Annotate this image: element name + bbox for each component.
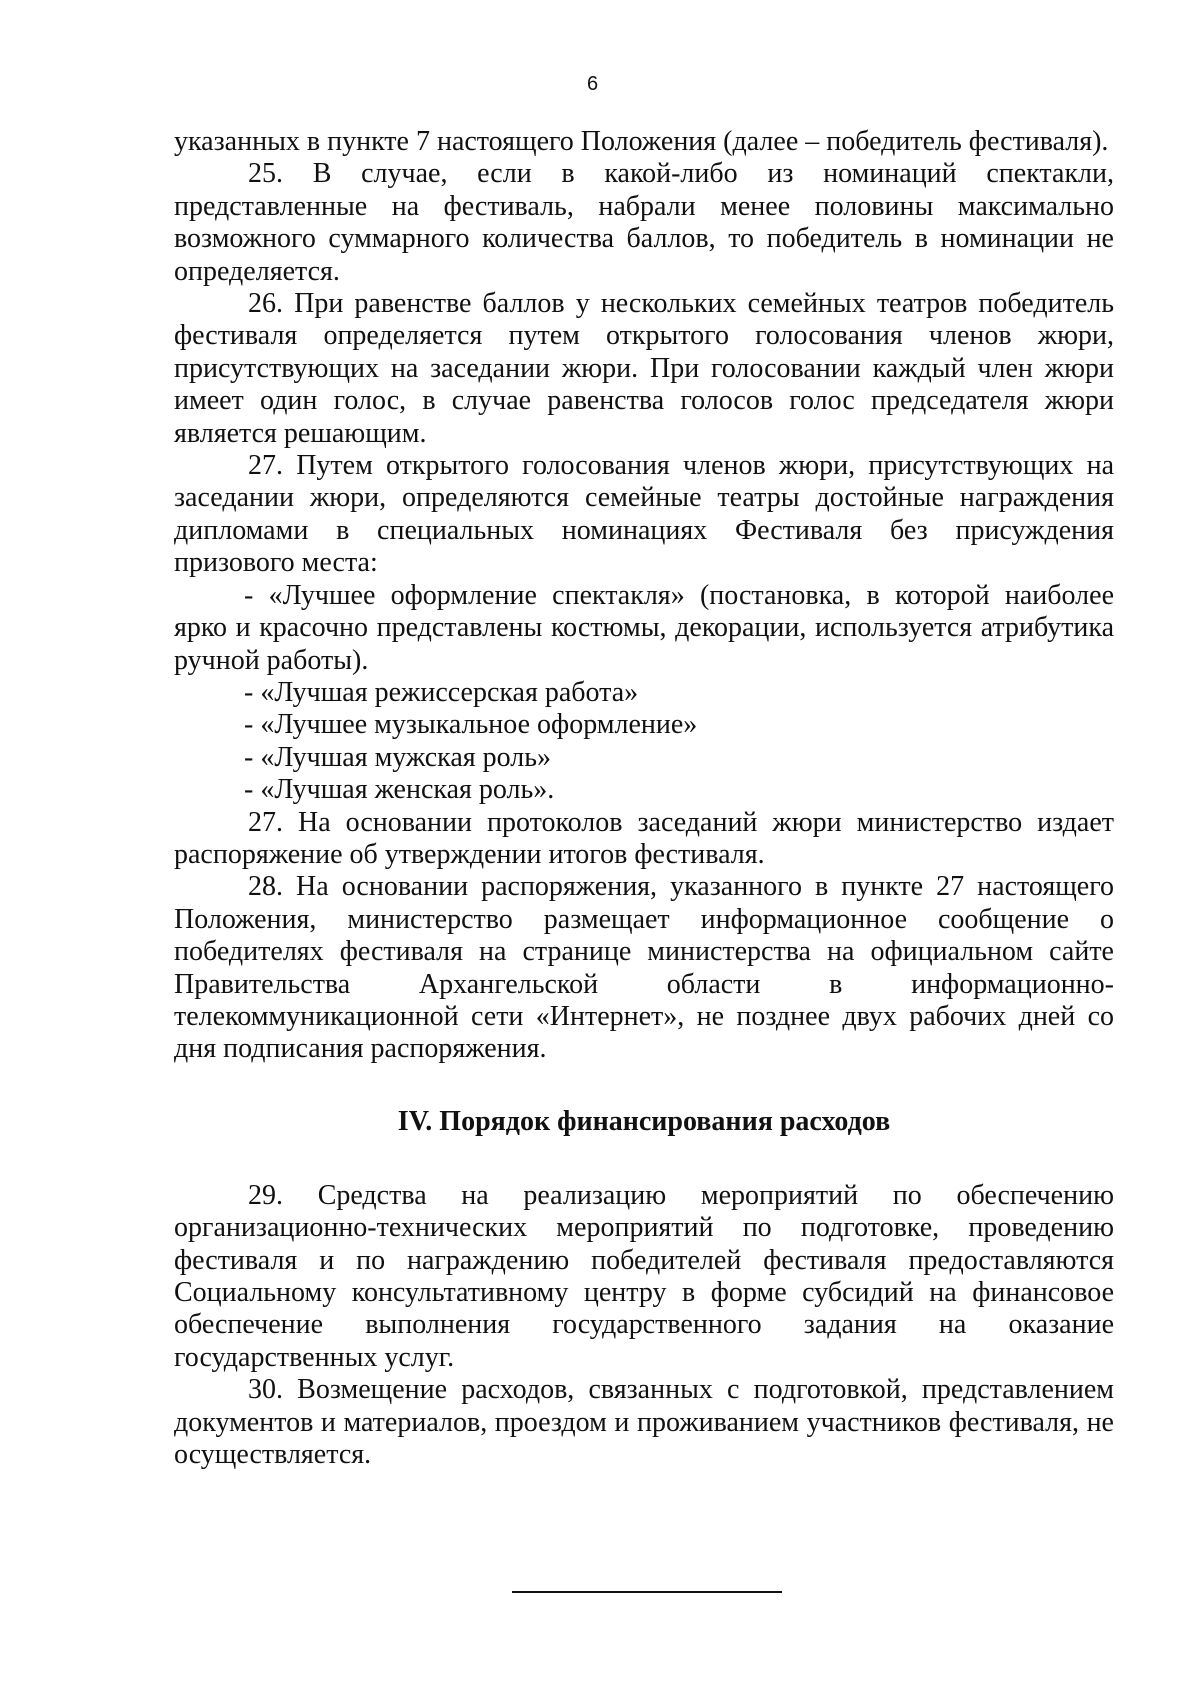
nomination-item: - «Лучшая режиссерская работа» — [244, 676, 639, 708]
paragraph-28: 28. На основании распоряжения, указанного в пункте 27 настоящего Положения, министерство размещает информационное сообщение о победителях фестиваля на странице министерства на официальном сайте Правительства Архангельской области в информационно-телекоммуникационной сети «Интернет», не позднее двух рабочих дней со дня подписания распоряжения. — [174, 871, 1114, 1065]
nomination-item: - «Лучшее оформление спектакля» (постановка, в которой наиболее ярко и красочно представлены костюмы, декорации, используется атрибутика ручной работы). — [174, 579, 1114, 676]
paragraph-continuation: указанных в пункте 7 настоящего Положения (далее – победитель фестиваля). — [174, 126, 1109, 157]
document-body — [174, 126, 1114, 1471]
nomination-item: - «Лучшая женская роль». — [244, 774, 555, 806]
section-heading: IV. Порядок финансирования расходов — [397, 1105, 891, 1137]
paragraph-25: 25. В случае, если в какой-либо из номинаций спектакли, представленные на фестиваль, набрали менее половины максимально возможного суммарного количества баллов, то победитель в номинации не определяется. — [174, 158, 1114, 287]
paragraph-27-voting: 27. Путем открытого голосования членов жюри, присутствующих на заседании жюри, определяются семейные театры достойные награждения дипломами в специальных номинациях Фестиваля без присуждения призового места: — [174, 450, 1114, 579]
nomination-item: - «Лучшее музыкальное оформление» — [244, 709, 698, 741]
paragraph-26: 26. При равенстве баллов у нескольких семейных театров победитель фестиваля определяется путем открытого голосования членов жюри, присутствующих на заседании жюри. При голосовании каждый член жюри имеет один голос, в случае равенства голосов голос председателя жюри является решающим. — [174, 288, 1114, 449]
end-of-document-rule — [512, 1591, 782, 1593]
page-number: 6 — [586, 73, 599, 95]
nomination-item: - «Лучшая мужская роль» — [244, 741, 552, 773]
paragraph-29: 29. Средства на реализацию мероприятий по обеспечению организационно-технических мероприятий по подготовке, проведению фестиваля и по награждению победителей фестиваля предоставляются Социальному консультативному центру в форме субсидий на финансовое обеспечение выполнения государственного задания на оказание государственных услуг. — [174, 1179, 1114, 1373]
paragraph-30: 30. Возмещение расходов, связанных с подготовкой, представлением документов и материалов, проездом и проживанием участников фестиваля, не осуществляется. — [174, 1374, 1114, 1471]
paragraph-27-protocols: 27. На основании протоколов заседаний жюри министерство издает распоряжение об утверждении итогов фестиваля. — [174, 806, 1114, 870]
